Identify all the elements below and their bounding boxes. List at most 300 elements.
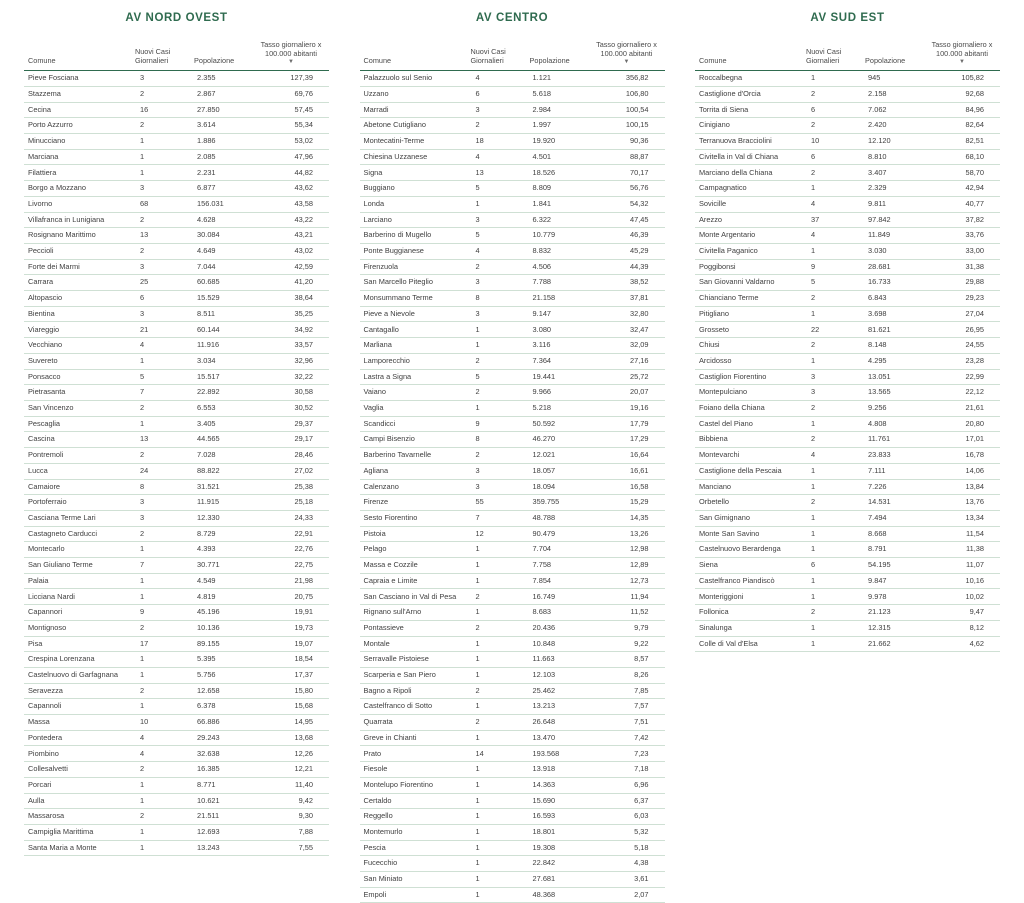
cell-nuovi-casi: 3 [467,275,526,291]
cell-popolazione: 30.771 [191,558,253,574]
cell-nuovi-casi: 5 [467,228,526,244]
cell-comune: Larciano [360,212,468,228]
cell-nuovi-casi: 3 [132,495,191,511]
table-row [24,699,329,715]
cell-nuovi-casi: 1 [132,667,191,683]
cell-nuovi-casi: 5 [803,275,862,291]
cell-tasso: 19,91 [253,605,329,621]
table-row [24,385,329,401]
cell-nuovi-casi: 3 [467,479,526,495]
cell-nuovi-casi: 5 [467,369,526,385]
cell-popolazione: 8.809 [527,181,589,197]
cell-tasso: 20,80 [924,416,1000,432]
cell-tasso: 11,40 [253,777,329,793]
cell-comune: Barberino Tavarnelle [360,448,468,464]
cell-popolazione: 13.565 [862,385,924,401]
cell-comune: Marciano della Chiana [695,165,803,181]
cell-tasso: 32,96 [253,353,329,369]
cell-tasso: 22,75 [253,558,329,574]
cell-nuovi-casi: 1 [467,400,526,416]
cell-tasso: 7,85 [588,683,664,699]
cell-nuovi-casi: 1 [132,840,191,856]
cell-popolazione: 16.385 [191,762,253,778]
cell-nuovi-casi: 1 [803,71,862,87]
cell-popolazione: 7.854 [527,573,589,589]
cell-comune: Calenzano [360,479,468,495]
cell-comune: Chiusi [695,338,803,354]
table-row [360,338,665,354]
cell-nuovi-casi: 24 [132,463,191,479]
cell-popolazione: 12.330 [191,510,253,526]
cell-comune: Castelfranco Piandiscò [695,573,803,589]
cell-popolazione: 6.322 [527,212,589,228]
cell-comune: Montevarchi [695,448,803,464]
table-row [24,667,329,683]
cell-comune: Serravalle Pistoiese [360,652,468,668]
table-row [24,793,329,809]
header-tasso-label: Tasso giornaliero x 100.000 abitanti [931,40,993,59]
cell-comune: Pitigliano [695,306,803,322]
cell-tasso: 82,51 [924,134,1000,150]
cell-comune: Filattiera [24,165,132,181]
cell-tasso: 12,21 [253,762,329,778]
cell-tasso: 14,35 [588,510,664,526]
cell-tasso: 57,45 [253,102,329,118]
cell-tasso: 68,10 [924,149,1000,165]
cell-comune: Pontassieve [360,620,468,636]
cell-popolazione: 945 [862,71,924,87]
cell-popolazione: 4.393 [191,542,253,558]
cell-tasso: 100,54 [588,102,664,118]
cell-nuovi-casi: 13 [132,228,191,244]
cell-tasso: 54,32 [588,196,664,212]
cell-comune: Pontremoli [24,448,132,464]
cell-nuovi-casi: 14 [467,746,526,762]
table-row [695,620,1000,636]
cell-tasso: 19,73 [253,620,329,636]
cell-popolazione: 45.196 [191,605,253,621]
cell-nuovi-casi: 2 [803,400,862,416]
cell-nuovi-casi: 2 [132,448,191,464]
cell-nuovi-casi: 4 [132,338,191,354]
table-row [360,620,665,636]
cell-comune: Altopascio [24,291,132,307]
cell-popolazione: 6.843 [862,291,924,307]
cell-popolazione: 22.892 [191,385,253,401]
cell-popolazione: 2.231 [191,165,253,181]
table-row [360,683,665,699]
cell-nuovi-casi: 1 [803,479,862,495]
cell-tasso: 11,38 [924,542,1000,558]
table-row [360,479,665,495]
cell-tasso: 12,89 [588,558,664,574]
table-row [360,259,665,275]
cell-nuovi-casi: 1 [467,558,526,574]
cell-nuovi-casi: 13 [132,432,191,448]
table-row [24,181,329,197]
cell-tasso: 24,55 [924,338,1000,354]
cell-popolazione: 11.663 [527,652,589,668]
column-title: AV CENTRO [475,12,549,24]
cell-popolazione: 11.761 [862,432,924,448]
cell-tasso: 43,22 [253,212,329,228]
cell-popolazione: 6.553 [191,400,253,416]
cell-nuovi-casi: 2 [803,118,862,134]
cell-nuovi-casi: 2 [467,683,526,699]
cell-comune: Montale [360,636,468,652]
table-row [695,134,1000,150]
cell-nuovi-casi: 2 [467,385,526,401]
cell-popolazione: 10.848 [527,636,589,652]
cell-nuovi-casi: 2 [132,683,191,699]
table-row [24,118,329,134]
cell-popolazione: 13.470 [527,730,589,746]
header-comune[interactable]: Comune [24,38,132,71]
table-row [24,165,329,181]
cell-popolazione: 81.621 [862,322,924,338]
sort-descending-icon[interactable]: ▼ [288,59,294,66]
cell-nuovi-casi: 16 [132,102,191,118]
cell-tasso: 13,34 [924,510,1000,526]
cell-nuovi-casi: 1 [467,699,526,715]
cell-popolazione: 22.842 [527,856,589,872]
cell-comune: Piombino [24,746,132,762]
cell-tasso: 38,64 [253,291,329,307]
cell-popolazione: 26.648 [527,715,589,731]
sort-descending-icon[interactable]: ▼ [623,59,630,66]
cell-comune: Livorno [24,196,132,212]
cell-tasso: 8,57 [588,652,664,668]
cell-comune: Follonica [695,605,803,621]
cell-comune: Fiesole [360,762,468,778]
table-row [24,432,329,448]
cell-tasso: 29,37 [253,416,329,432]
header-comune[interactable]: Comune [695,38,803,71]
cell-comune: Ponsacco [24,369,132,385]
cell-tasso: 15,29 [588,495,664,511]
cell-popolazione: 10.136 [191,620,253,636]
table-row [360,856,665,872]
cell-comune: Vaglia [360,400,468,416]
cell-tasso: 22,12 [924,385,1000,401]
table-row [695,275,1000,291]
cell-comune: Aulla [24,793,132,809]
cell-popolazione: 9.847 [862,573,924,589]
cell-popolazione: 8.729 [191,526,253,542]
cell-nuovi-casi: 7 [132,558,191,574]
table-row [24,86,329,102]
header-nuovi-casi[interactable]: Nuovi Casi Giornalieri [132,38,191,71]
header-popolazione[interactable]: Popolazione [527,38,589,71]
table-row [695,338,1000,354]
cell-comune: Chiesina Uzzanese [360,149,468,165]
cell-tasso: 8,26 [588,667,664,683]
cell-comune: Peccioli [24,243,132,259]
table-row [360,212,665,228]
table-row [360,291,665,307]
header-nuovi-casi[interactable]: Nuovi Casi Giornalieri [803,38,862,71]
cell-tasso: 11,54 [924,526,1000,542]
cell-tasso: 14,06 [924,463,1000,479]
cell-nuovi-casi: 68 [132,196,191,212]
cell-comune: Torrita di Siena [695,102,803,118]
table-header [360,38,665,71]
cell-nuovi-casi: 1 [132,589,191,605]
table-row [24,149,329,165]
cell-comune: Bientina [24,306,132,322]
table-row [24,824,329,840]
cell-comune: Palazzuolo sul Senio [360,71,468,87]
cell-tasso: 88,87 [588,149,664,165]
table-row [24,777,329,793]
cell-comune: Roccalbegna [695,71,803,87]
cell-nuovi-casi: 3 [467,102,526,118]
cell-comune: Certaldo [360,793,468,809]
table-row [360,542,665,558]
table-row [360,71,665,87]
cell-comune: Rignano sull'Arno [360,605,468,621]
cell-nuovi-casi: 1 [467,793,526,809]
cell-popolazione: 7.494 [862,510,924,526]
cell-nuovi-casi: 4 [467,149,526,165]
cell-popolazione: 2.420 [862,118,924,134]
cell-tasso: 43,02 [253,243,329,259]
cell-nuovi-casi: 4 [803,196,862,212]
cell-nuovi-casi: 2 [803,605,862,621]
cell-popolazione: 6.378 [191,699,253,715]
cell-comune: Monte San Savino [695,526,803,542]
table-row [24,353,329,369]
table-row [360,777,665,793]
cell-popolazione: 2.329 [862,181,924,197]
cell-comune: Siena [695,558,803,574]
cell-comune: Montepulciano [695,385,803,401]
cell-nuovi-casi: 2 [132,212,191,228]
table-row [24,542,329,558]
cell-tasso: 10,16 [924,573,1000,589]
cell-tasso: 20,07 [588,385,664,401]
header-popolazione[interactable]: Popolazione [862,38,924,71]
cell-comune: Borgo a Mozzano [24,181,132,197]
cell-nuovi-casi: 1 [132,149,191,165]
cell-tasso: 21,61 [924,400,1000,416]
cell-tasso: 33,57 [253,338,329,354]
cell-comune: Montecatini-Terme [360,134,468,150]
cell-nuovi-casi: 2 [803,338,862,354]
table-row [695,463,1000,479]
cell-tasso: 37,81 [588,291,664,307]
cell-popolazione: 2.984 [527,102,589,118]
table-row [360,369,665,385]
cell-comune: Licciana Nardi [24,589,132,605]
cell-comune: Monsummano Terme [360,291,468,307]
cell-tasso: 4,38 [588,856,664,872]
header-nuovi-casi[interactable]: Nuovi Casi Giornalieri [467,38,526,71]
cell-nuovi-casi: 1 [803,243,862,259]
cell-popolazione: 48.368 [527,887,589,903]
cell-comune: Rosignano Marittimo [24,228,132,244]
table-row [24,291,329,307]
cell-comune: Carrara [24,275,132,291]
cell-popolazione: 7.226 [862,479,924,495]
cell-popolazione: 12.103 [527,667,589,683]
table-header [24,38,329,71]
header-tasso[interactable] [924,38,1000,71]
cell-comune: Uzzano [360,86,468,102]
cell-nuovi-casi: 6 [132,291,191,307]
table-row [360,196,665,212]
cell-tasso: 17,01 [924,432,1000,448]
cell-tasso: 20,75 [253,589,329,605]
table-row [24,715,329,731]
table-row [695,479,1000,495]
cell-comune: Pescaglia [24,416,132,432]
cell-comune: San Miniato [360,872,468,888]
cell-nuovi-casi: 1 [467,824,526,840]
cell-popolazione: 4.808 [862,416,924,432]
cell-tasso: 53,02 [253,134,329,150]
cell-nuovi-casi: 4 [132,730,191,746]
cell-nuovi-casi: 1 [803,353,862,369]
cell-popolazione: 9.256 [862,400,924,416]
header-comune[interactable]: Comune [360,38,468,71]
cell-tasso: 13,68 [253,730,329,746]
cell-popolazione: 3.614 [191,118,253,134]
cell-tasso: 18,54 [253,652,329,668]
cell-tasso: 42,59 [253,259,329,275]
cell-nuovi-casi: 1 [803,416,862,432]
cell-comune: Montemurlo [360,824,468,840]
cell-nuovi-casi: 2 [467,353,526,369]
cell-comune: Signa [360,165,468,181]
cell-tasso: 25,72 [588,369,664,385]
cell-tasso: 25,18 [253,495,329,511]
table-row [360,762,665,778]
table-row [695,306,1000,322]
table-row [360,118,665,134]
cell-tasso: 29,23 [924,291,1000,307]
cell-popolazione: 5.395 [191,652,253,668]
table-row [695,259,1000,275]
cell-nuovi-casi: 1 [803,636,862,652]
cell-tasso: 27,02 [253,463,329,479]
cell-comune: Pieve Fosciana [24,71,132,87]
cell-popolazione: 16.749 [527,589,589,605]
cell-popolazione: 7.028 [191,448,253,464]
cell-popolazione: 16.733 [862,275,924,291]
sort-descending-icon[interactable]: ▼ [959,59,965,66]
cell-comune: Arezzo [695,212,803,228]
cell-nuovi-casi: 5 [132,369,191,385]
table-row [360,558,665,574]
cell-popolazione: 14.531 [862,495,924,511]
cell-tasso: 32,80 [588,306,664,322]
cell-comune: Quarrata [360,715,468,731]
cell-nuovi-casi: 2 [803,165,862,181]
cell-comune: Forte dei Marmi [24,259,132,275]
cell-comune: Firenze [360,495,468,511]
cell-tasso: 28,46 [253,448,329,464]
cell-tasso: 27,04 [924,306,1000,322]
cell-nuovi-casi: 3 [467,212,526,228]
cell-popolazione: 25.462 [527,683,589,699]
cell-comune: Grosseto [695,322,803,338]
cell-nuovi-casi: 1 [467,636,526,652]
cell-popolazione: 3.034 [191,353,253,369]
cell-nuovi-casi: 3 [132,306,191,322]
header-tasso[interactable] [588,38,664,71]
table-row [695,212,1000,228]
cell-popolazione: 15.529 [191,291,253,307]
cell-nuovi-casi: 21 [132,322,191,338]
cell-popolazione: 14.363 [527,777,589,793]
cell-comune: Scarperia e San Piero [360,667,468,683]
cell-nuovi-casi: 3 [132,510,191,526]
table-row [360,432,665,448]
cell-tasso: 2,07 [588,887,664,903]
data-table-centro [360,38,665,903]
cell-nuovi-casi: 3 [132,259,191,275]
table-row [360,526,665,542]
cell-comune: Lucca [24,463,132,479]
cell-nuovi-casi: 1 [803,573,862,589]
header-popolazione[interactable]: Popolazione [191,38,253,71]
table-row [360,589,665,605]
cell-tasso: 34,92 [253,322,329,338]
cell-nuovi-casi: 3 [132,181,191,197]
cell-popolazione: 21.158 [527,291,589,307]
table-row [24,605,329,621]
cell-comune: Abetone Cutigliano [360,118,468,134]
cell-comune: Pieve a Nievole [360,306,468,322]
cell-popolazione: 4.295 [862,353,924,369]
cell-comune: Monteriggioni [695,589,803,605]
cell-popolazione: 20.436 [527,620,589,636]
cell-tasso: 3,61 [588,872,664,888]
table-row [24,369,329,385]
table-row [360,228,665,244]
cell-popolazione: 32.638 [191,746,253,762]
table-row [360,573,665,589]
table-row [24,416,329,432]
cell-nuovi-casi: 2 [132,762,191,778]
cell-tasso: 16,61 [588,463,664,479]
cell-tasso: 44,39 [588,259,664,275]
cell-comune: Capraia e Limite [360,573,468,589]
cell-nuovi-casi: 1 [132,699,191,715]
cell-comune: San Vincenzo [24,400,132,416]
cell-tasso: 17,79 [588,416,664,432]
table-row [24,809,329,825]
header-tasso[interactable] [253,38,329,71]
table-body [24,71,329,856]
cell-popolazione: 60.685 [191,275,253,291]
cell-tasso: 11,94 [588,589,664,605]
cell-tasso: 9,42 [253,793,329,809]
cell-nuovi-casi: 3 [467,306,526,322]
cell-comune: Pescia [360,840,468,856]
cell-comune: Camaiore [24,479,132,495]
table-header [695,38,1000,71]
cell-popolazione: 1.841 [527,196,589,212]
cell-nuovi-casi: 1 [132,824,191,840]
cell-tasso: 46,39 [588,228,664,244]
cell-tasso: 92,68 [924,86,1000,102]
cell-tasso: 70,17 [588,165,664,181]
cell-tasso: 32,47 [588,322,664,338]
cell-nuovi-casi: 5 [467,181,526,197]
table-row [360,730,665,746]
